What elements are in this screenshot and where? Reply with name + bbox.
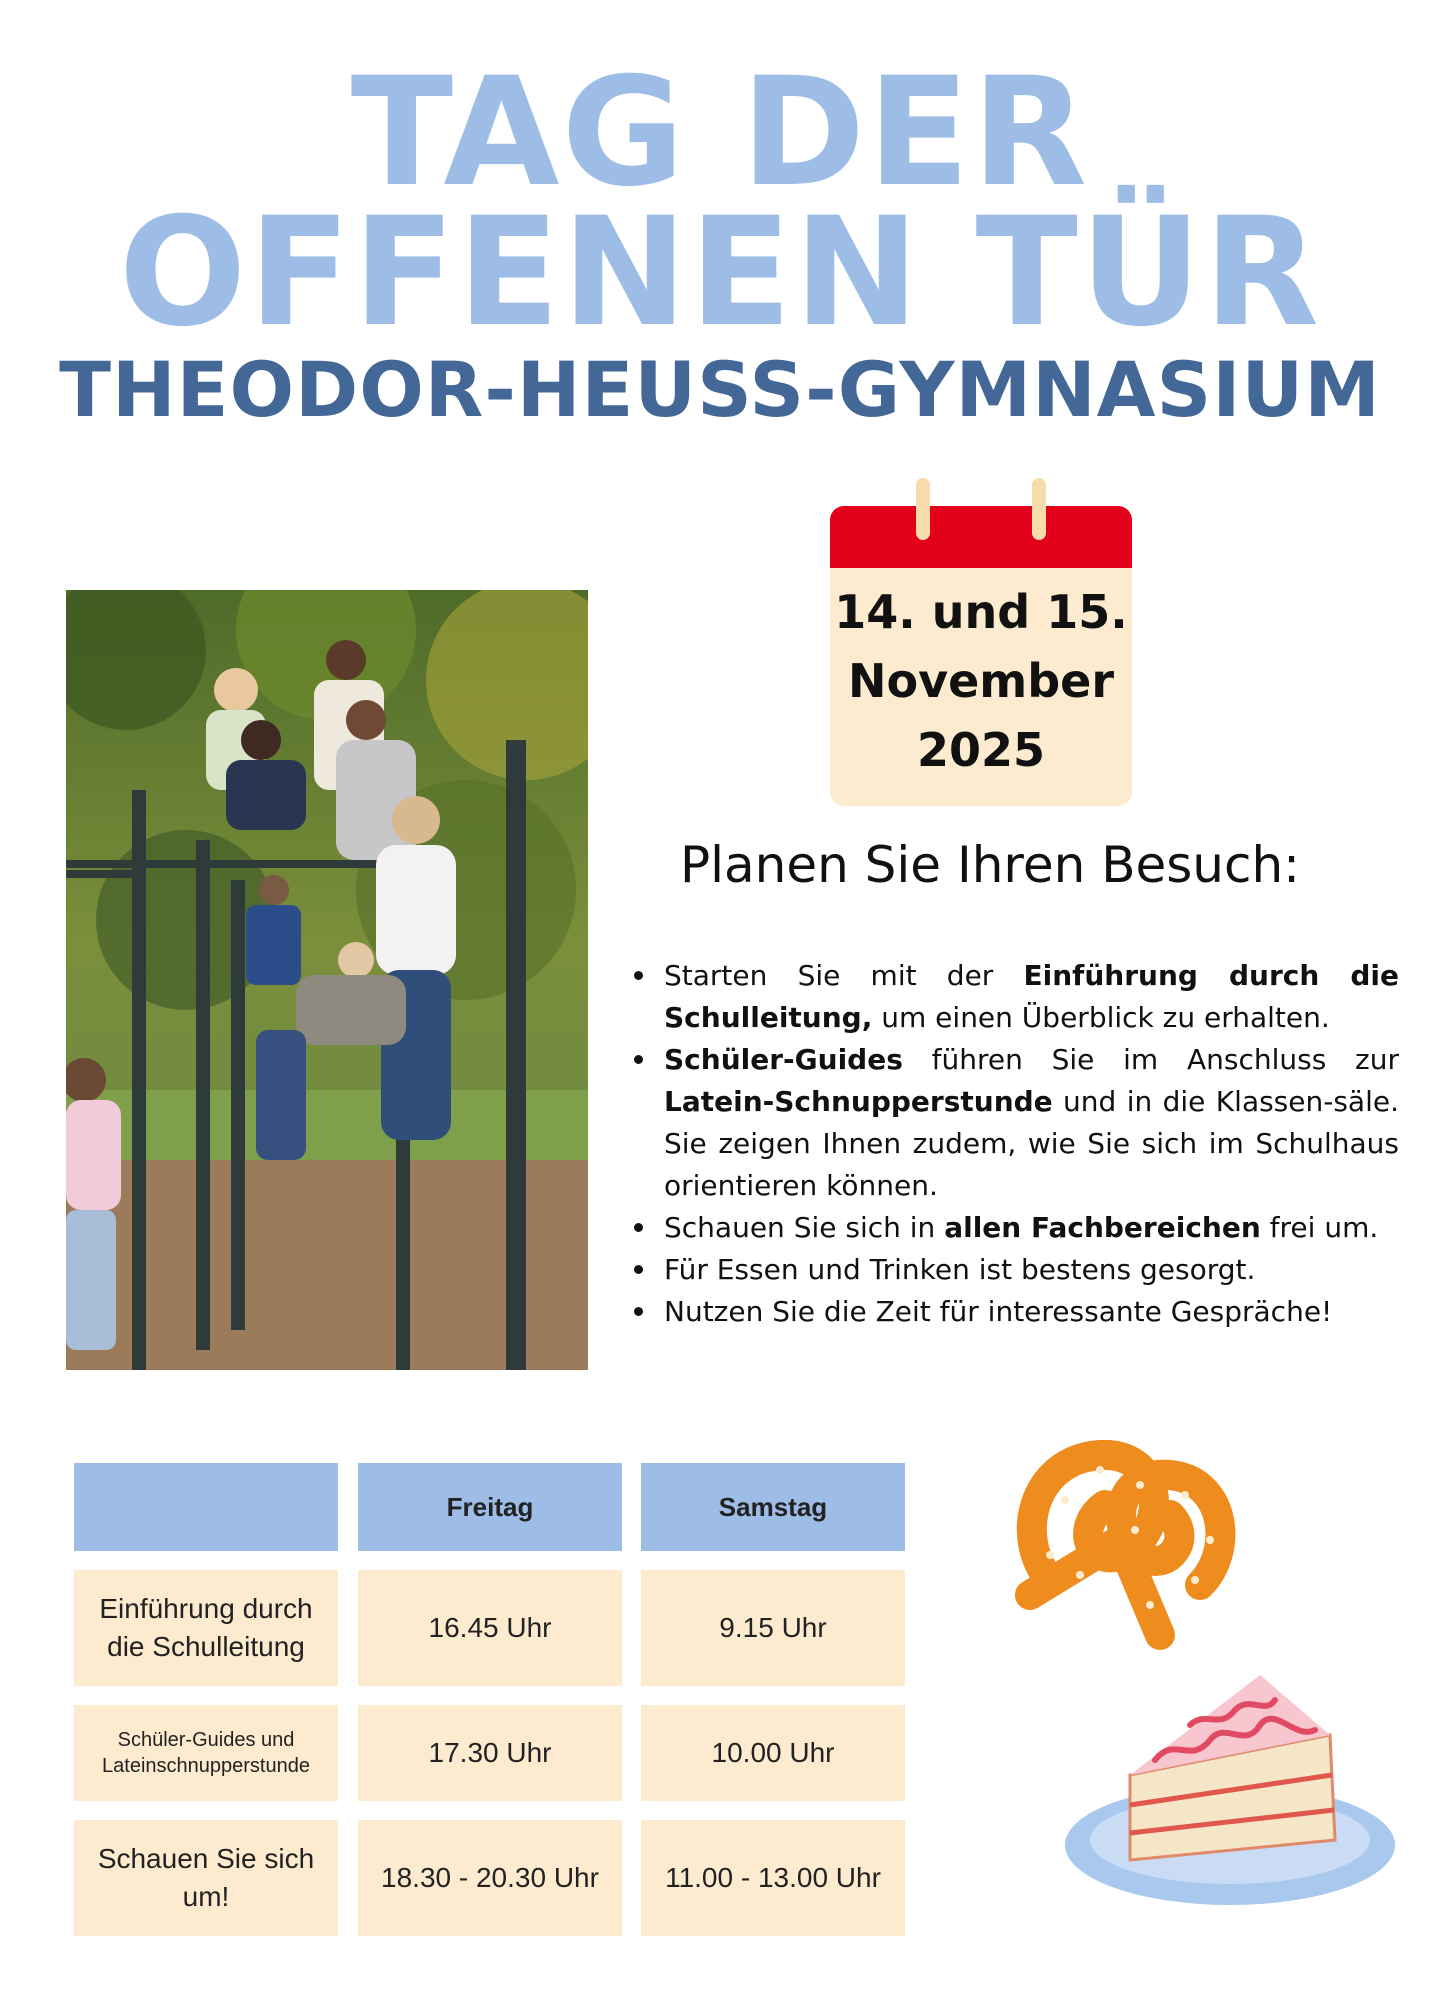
- bullet-text: um einen Überblick zu erhalten.: [872, 1001, 1330, 1034]
- bullet-bold-text: Einführung durch die Schulleitung,: [664, 959, 1399, 1034]
- bullet-text: Nutzen Sie die Zeit für interessante Gespräche!: [664, 1295, 1333, 1328]
- event-date: [830, 578, 1132, 785]
- table-cell-freitag: 16.45 Uhr: [358, 1570, 622, 1686]
- school-playground-photo: [66, 590, 588, 1370]
- title-line-1: TAG DER: [350, 46, 1090, 220]
- table-cell-samstag: 11.00 - 13.00 Uhr: [641, 1820, 905, 1936]
- plan-heading: Planen Sie Ihren Besuch:: [679, 836, 1301, 894]
- pretzel-illustration: [1010, 1430, 1240, 1650]
- bullet-text: führen Sie im Anschluss zur: [902, 1043, 1399, 1076]
- table-cell-samstag: 9.15 Uhr: [641, 1570, 905, 1686]
- title-line-2: OFFENEN TÜR: [118, 186, 1322, 360]
- cake-illustration: [1060, 1655, 1400, 1915]
- bullet-item: [664, 1249, 1399, 1291]
- table-cell-freitag: 17.30 Uhr: [358, 1705, 622, 1801]
- bullet-bold-text: allen Fachbereichen: [944, 1211, 1261, 1244]
- table-row-label: Schauen Sie sich um!: [74, 1820, 338, 1936]
- table-cell-freitag: 18.30 - 20.30 Uhr: [358, 1820, 622, 1936]
- bullet-text: Schauen Sie sich in: [664, 1211, 945, 1244]
- bullet-text: Für Essen und Trinken ist bestens gesorgt.: [664, 1253, 1256, 1286]
- table-header-empty: [74, 1463, 338, 1551]
- bullet-item: [664, 1039, 1399, 1207]
- school-name: THEODOR-HEUSS-GYMNASIUM: [59, 345, 1381, 434]
- bullet-item: [664, 1291, 1399, 1333]
- visit-bullet-list: [628, 955, 1399, 1333]
- bullet-bold-text: Latein-Schnupperstunde: [664, 1085, 1053, 1118]
- bullet-text: frei um.: [1260, 1211, 1379, 1244]
- table-header-samstag: Samstag: [641, 1463, 905, 1551]
- bullet-item: [664, 1207, 1399, 1249]
- table-cell-samstag: 10.00 Uhr: [641, 1705, 905, 1801]
- date-line-1: 14. und 15.: [834, 585, 1128, 639]
- table-header-freitag: Freitag: [358, 1463, 622, 1551]
- bullet-text: und in die Klassen-säle. Sie zeigen Ihnen zudem, wie Sie sich im Schulhaus orientieren können.: [664, 1085, 1399, 1202]
- table-row-label: Einführung durch die Schulleitung: [74, 1570, 338, 1686]
- date-line-3: 2025: [916, 723, 1046, 777]
- bullet-bold-text: Schüler-Guides: [664, 1043, 903, 1076]
- table-row-label: Schüler-Guides und Lateinschnupperstunde: [74, 1705, 338, 1801]
- date-line-2: November: [847, 654, 1115, 708]
- calendar-icon: [830, 478, 1132, 808]
- bullet-item: [664, 955, 1399, 1039]
- bullet-text: Starten Sie mit der: [664, 959, 1024, 992]
